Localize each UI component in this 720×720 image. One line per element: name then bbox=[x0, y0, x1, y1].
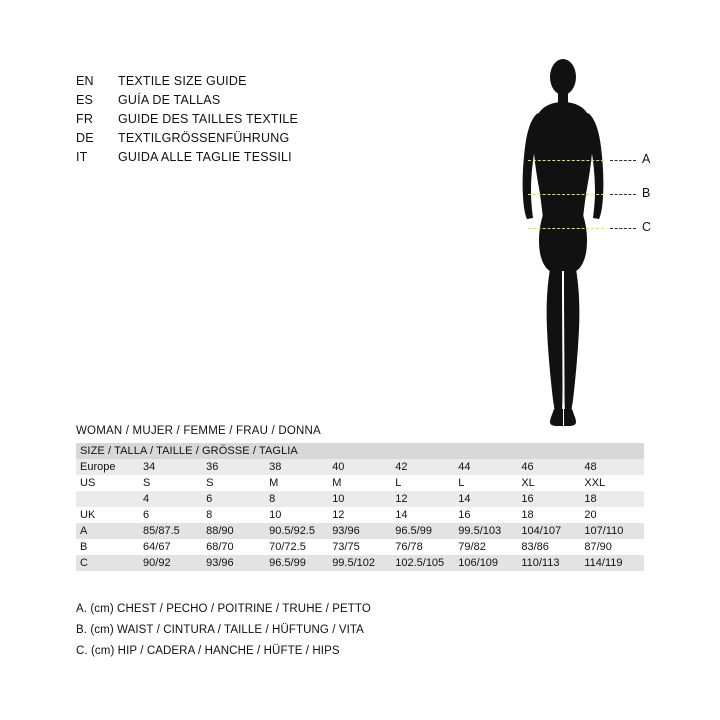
table-cell: 46 bbox=[521, 461, 534, 473]
table-cell: 93/96 bbox=[332, 525, 360, 537]
table-cell: 90/92 bbox=[143, 557, 171, 569]
table-cell: 107/110 bbox=[584, 525, 624, 537]
table-row bbox=[76, 459, 644, 475]
table-cell: 18 bbox=[521, 509, 534, 521]
title-row bbox=[76, 93, 496, 112]
table-row bbox=[76, 475, 644, 491]
table-cell: 64/67 bbox=[143, 541, 171, 553]
measure-label-c: C bbox=[642, 220, 652, 234]
row-label: B bbox=[80, 541, 88, 553]
table-cell: 6 bbox=[143, 509, 150, 521]
measure-label-b: B bbox=[642, 186, 651, 200]
table-cell: 6 bbox=[206, 493, 213, 505]
table-cell: 90.5/92.5 bbox=[269, 525, 316, 537]
table-cell: 34 bbox=[143, 461, 156, 473]
table-row bbox=[76, 491, 644, 507]
measure-leader-c bbox=[610, 228, 636, 229]
title-text: GUIDA ALLE TAGLIE TESSILI bbox=[118, 150, 292, 164]
table-group-title: WOMAN / MUJER / FEMME / FRAU / DONNA bbox=[76, 425, 321, 437]
table-cell: 114/119 bbox=[584, 557, 623, 569]
table-cell: 42 bbox=[395, 461, 408, 473]
table-row bbox=[76, 555, 644, 571]
row-label: UK bbox=[80, 509, 96, 521]
table-cell: 16 bbox=[458, 509, 471, 521]
table-header-row bbox=[76, 443, 644, 459]
table-cell: 12 bbox=[332, 509, 345, 521]
title-lang-code: FR bbox=[76, 112, 94, 126]
table-cell: 16 bbox=[521, 493, 534, 505]
table-cell: 99.5/102 bbox=[332, 557, 376, 569]
legend-item-c: C. (cm) HIP / CADERA / HANCHE / HÜFTE / HIPS bbox=[76, 645, 340, 657]
table-cell: XL bbox=[521, 477, 535, 489]
table-cell: 110/113 bbox=[521, 557, 560, 569]
table-cell: 73/75 bbox=[332, 541, 360, 553]
table-cell: S bbox=[143, 477, 151, 489]
table-cell: 20 bbox=[584, 509, 597, 521]
title-row bbox=[76, 150, 496, 169]
table-cell: XXL bbox=[584, 477, 606, 489]
table-cell: 96.5/99 bbox=[269, 557, 306, 569]
table-cell: 87/90 bbox=[584, 541, 612, 553]
size-table bbox=[76, 443, 644, 571]
measure-leader-b bbox=[610, 194, 636, 195]
title-text: GUIDE DES TAILLES TEXTILE bbox=[118, 112, 299, 126]
table-cell: L bbox=[395, 477, 402, 489]
row-label: US bbox=[80, 477, 96, 489]
title-text: TEXTILE SIZE GUIDE bbox=[118, 74, 247, 88]
title-row bbox=[76, 74, 496, 93]
table-cell: 8 bbox=[206, 509, 213, 521]
table-cell: 10 bbox=[269, 509, 282, 521]
measure-line-c bbox=[528, 228, 604, 229]
table-cell: 18 bbox=[584, 493, 597, 505]
table-cell: 48 bbox=[584, 461, 597, 473]
measure-label-a: A bbox=[642, 152, 651, 166]
title-lang-code: IT bbox=[76, 150, 88, 164]
table-cell: 102.5/105 bbox=[395, 557, 445, 569]
table-row bbox=[76, 507, 644, 523]
table-cell: 85/87.5 bbox=[143, 525, 180, 537]
table-cell: M bbox=[332, 477, 342, 489]
title-lang-code: DE bbox=[76, 131, 94, 145]
table-cell: 40 bbox=[332, 461, 345, 473]
size-table-area bbox=[76, 425, 644, 571]
body-silhouette-icon bbox=[480, 55, 660, 440]
table-cell: 83/86 bbox=[521, 541, 549, 553]
table-cell: 106/109 bbox=[458, 557, 499, 569]
table-cell: 38 bbox=[269, 461, 282, 473]
row-label: A bbox=[80, 525, 88, 537]
legend-item-a: A. (cm) CHEST / PECHO / POITRINE / TRUHE / PETTO bbox=[76, 603, 371, 615]
table-cell: 96.5/99 bbox=[395, 525, 432, 537]
table-cell: 88/90 bbox=[206, 525, 234, 537]
table-row bbox=[76, 523, 644, 539]
table-cell: 4 bbox=[143, 493, 150, 505]
title-text: GUÍA DE TALLAS bbox=[118, 93, 221, 107]
table-cell: 76/78 bbox=[395, 541, 423, 553]
table-cell: 70/72.5 bbox=[269, 541, 306, 553]
measure-leader-a bbox=[610, 160, 636, 161]
table-cell: M bbox=[269, 477, 279, 489]
measure-line-a bbox=[528, 160, 604, 161]
title-text: TEXTILGRÖSSENFÜHRUNG bbox=[118, 131, 290, 145]
table-cell: 68/70 bbox=[206, 541, 234, 553]
title-row bbox=[76, 112, 496, 131]
table-cell: 93/96 bbox=[206, 557, 234, 569]
title-lang-code: EN bbox=[76, 74, 94, 88]
title-row bbox=[76, 131, 496, 150]
table-cell: 44 bbox=[458, 461, 471, 473]
size-guide-title-block bbox=[76, 74, 496, 169]
table-header-label: SIZE / TALLA / TAILLE / GRÖSSE / TAGLIA bbox=[80, 445, 298, 457]
table-cell: 12 bbox=[395, 493, 408, 505]
measure-line-b bbox=[528, 194, 604, 195]
table-cell: S bbox=[206, 477, 214, 489]
title-lang-code: ES bbox=[76, 93, 94, 107]
row-label: Europe bbox=[80, 461, 116, 473]
table-cell: 10 bbox=[332, 493, 345, 505]
table-cell: 8 bbox=[269, 493, 276, 505]
table-cell: 79/82 bbox=[458, 541, 486, 553]
table-cell: 104/107 bbox=[521, 525, 562, 537]
table-cell: 14 bbox=[395, 509, 408, 521]
table-cell: 99.5/103 bbox=[458, 525, 502, 537]
row-label bbox=[76, 491, 139, 507]
table-cell: L bbox=[458, 477, 465, 489]
female-body-figure bbox=[480, 55, 660, 440]
table-cell: 36 bbox=[206, 461, 219, 473]
row-label: C bbox=[80, 557, 88, 569]
table-row bbox=[76, 539, 644, 555]
legend-item-b: B. (cm) WAIST / CINTURA / TAILLE / HÜFTUNG / VITA bbox=[76, 624, 364, 636]
measurement-legend bbox=[76, 603, 576, 666]
table-cell: 14 bbox=[458, 493, 471, 505]
